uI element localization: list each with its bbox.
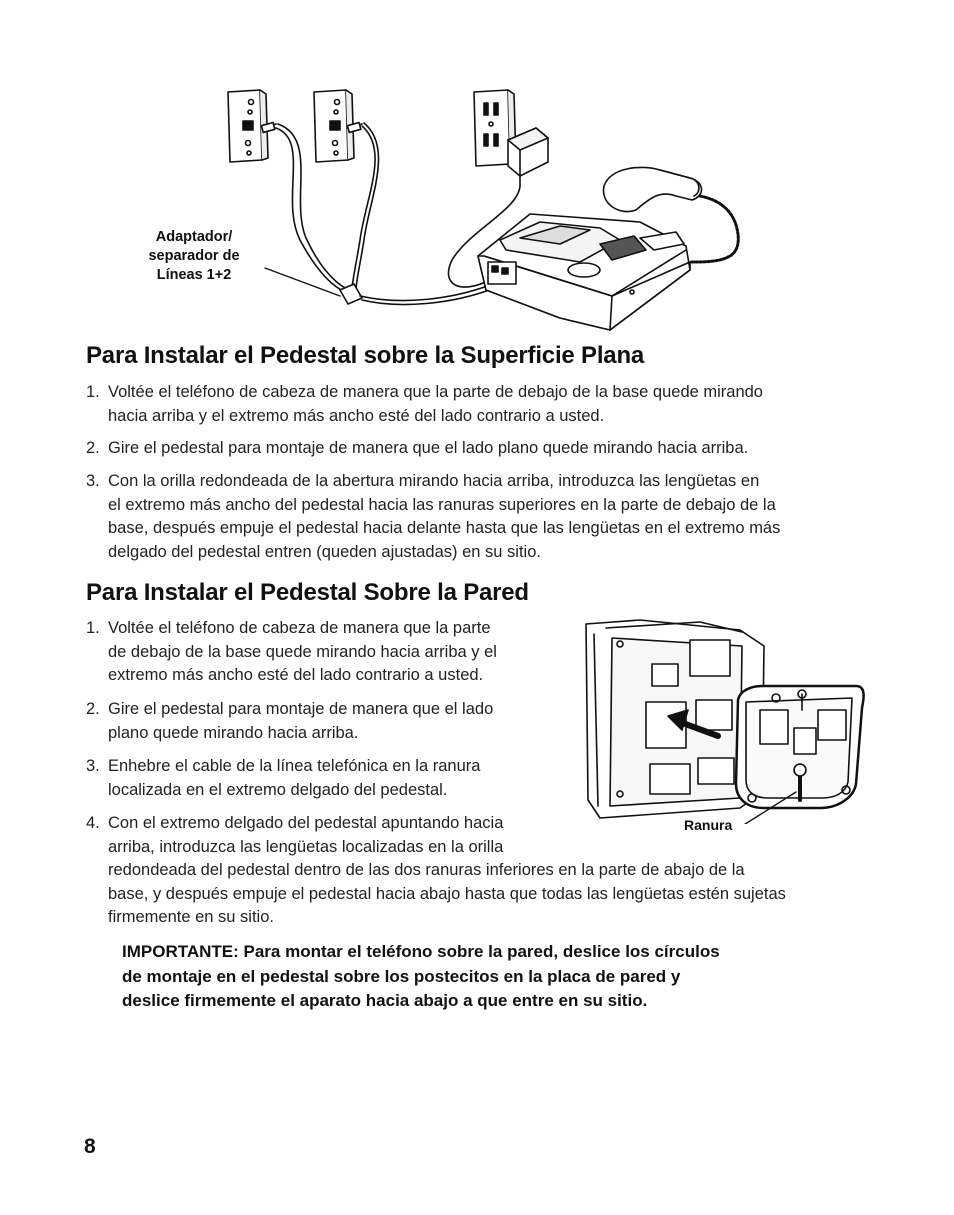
step-line: Voltée el teléfono de cabeza de manera que la parte [108,619,491,637]
wall-mount-illustration [574,618,870,824]
section-2-step-4 [86,812,786,930]
section-2-heading: Para Instalar el Pedestal Sobre la Pared [86,579,529,606]
adapter-splitter-callout [138,228,250,285]
important-note [122,940,822,1014]
step-number: 3. [86,757,100,775]
step-number: 1. [86,619,100,637]
step-line: de debajo de la base quede mirando hacia arriba y el [108,642,497,661]
section-1-step-1 [86,381,763,428]
step-number: 4. [86,814,100,832]
step-line: plano quede mirando hacia arriba. [108,723,359,742]
step-line: Con la orilla redondeada de la abertura mirando hacia arriba, introduzca las lengüetas en [108,472,760,490]
step-line: Gire el pedestal para montaje de manera que el lado [108,700,494,718]
section-2-step-3 [86,755,480,802]
step-line: base, después empuje el pedestal hacia delante hasta que las lengüetas en el extremo más [108,519,781,537]
step-line: redondeada del pedestal dentro de las dos ranuras inferiores en la parte de abajo de la [108,861,745,879]
handset-icon [603,167,701,211]
important-line-3: deslice firmemente el aparato hacia abajo a que entre en su sitio. [122,991,648,1010]
step-number: 2. [86,700,100,718]
step-line: Voltée el teléfono de cabeza de manera que la parte de debajo de la base quede mirando [108,383,763,401]
step-number: 3. [86,472,100,490]
section-2-step-2 [86,698,493,745]
step-line: arriba, introduzca las lengüetas localizadas en la orilla [108,837,504,856]
step-line: firmemente en su sitio. [108,908,274,926]
section-1-step-3 [86,470,780,564]
step-line: Enhebre el cable de la línea telefónica en la ranura [108,757,481,775]
section-1-heading: Para Instalar el Pedestal sobre la Superficie Plana [86,342,645,369]
phone-connection-illustration [140,86,760,336]
important-line-1: IMPORTANTE: Para montar el teléfono sobre la pared, deslice los círculos [122,942,720,961]
step-line: Gire el pedestal para montaje de manera que el lado plano quede mirando hacia arriba. [108,439,749,457]
callout-line-2: separador de [148,248,240,264]
section-2-step-1 [86,617,497,688]
step-line: Con el extremo delgado del pedestal apuntando hacia [108,814,504,832]
step-line: el extremo más ancho del pedestal hacia las ranuras superiores en la parte de debajo de la [108,495,776,514]
step-line: delgado del pedestal entren (queden ajustadas) en su sitio. [108,542,541,561]
page-number: 8 [84,1135,96,1158]
callout-line-1: Adaptador/ [155,229,233,245]
wall-mount-pedestal-icon [736,686,864,808]
step-number: 2. [86,439,100,457]
important-line-2: de montaje en el pedestal sobre los postecitos en la placa de pared y [122,966,681,986]
ac-adapter-icon [508,128,548,186]
step-line: hacia arriba y el extremo más ancho esté del lado contrario a usted. [108,406,605,425]
step-number: 1. [86,383,100,401]
step-line: base, y después empuje el pedestal hacia abajo hasta que todas las lengüetas estén sujetas [108,884,786,903]
step-line: localizada en el extremo delgado del pedestal. [108,780,448,799]
phone-base-icon [478,214,690,330]
section-1-step-2 [86,437,748,461]
step-line: extremo más ancho esté del lado contrario a usted. [108,666,484,684]
callout-line-3: Líneas 1+2 [156,267,232,283]
ranura-label: Ranura [684,817,733,833]
